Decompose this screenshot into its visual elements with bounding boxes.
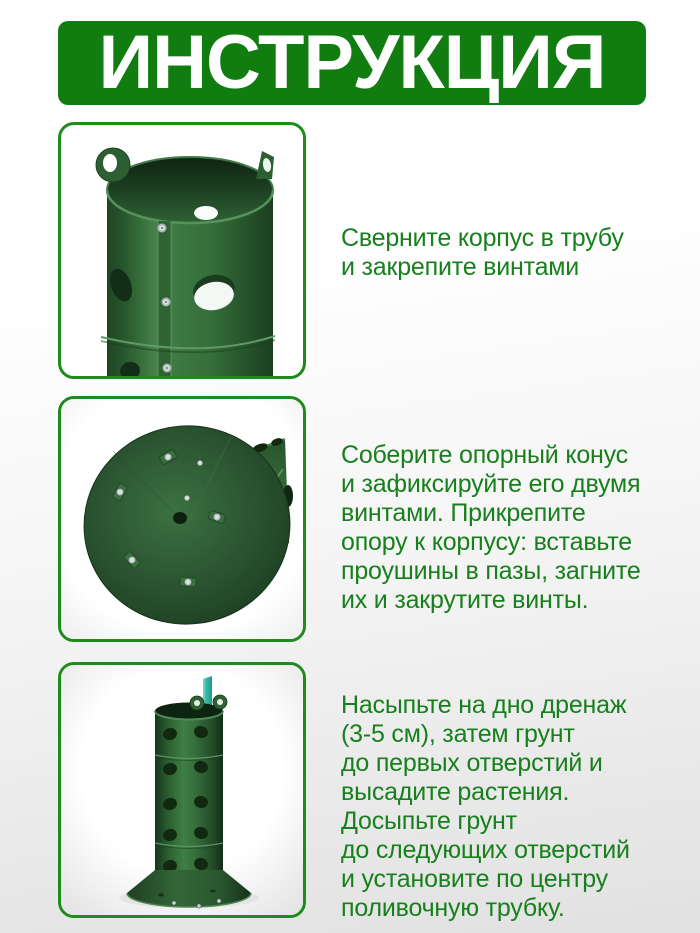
step-text-line: Насыпьте на дно дренаж [341, 691, 627, 719]
support-cone-photo [61, 399, 303, 639]
step-1-photo-card [58, 122, 306, 379]
step-text-line: Соберите опорный конус [341, 441, 628, 469]
cone-center-hole [173, 512, 187, 524]
step-text-line: и закрепите винтами [341, 253, 580, 281]
title-banner [58, 21, 646, 105]
step-2-photo-card [58, 396, 306, 642]
step-text-line: высадите растения. [341, 778, 570, 806]
step-text-line: до первых отверстий и [341, 749, 603, 777]
rolled-tube-photo [61, 125, 303, 376]
step-3-text [341, 691, 693, 923]
step-2-text [341, 441, 693, 615]
inner-back-hole [194, 206, 218, 220]
page-title: ИНСТРУКЦИЯ [98, 20, 606, 105]
step-text-line: до следующих отверстий [341, 836, 630, 864]
step-text-line: их и закрутите винты. [341, 586, 589, 614]
step-text-line: и установите по центру [341, 865, 608, 893]
step-text-line: проушины в пазы, загните [341, 557, 641, 585]
step-text-line: поливочную трубку. [341, 894, 565, 922]
step-3-photo-card [58, 662, 306, 918]
step-text-line: и зафиксируйте его двумя [341, 470, 641, 498]
step-text-line: опору к корпусу: вставьте [341, 528, 632, 556]
assembled-planter-photo [61, 665, 303, 915]
step-1-text [341, 224, 693, 282]
step-text-line: Досыпьте грунт [341, 807, 517, 835]
step-text-line: Сверните корпус в трубу [341, 224, 624, 252]
step-text-line: винтами. Прикрепите [341, 499, 586, 527]
step-text-line: (3-5 см), затем грунт [341, 720, 575, 748]
